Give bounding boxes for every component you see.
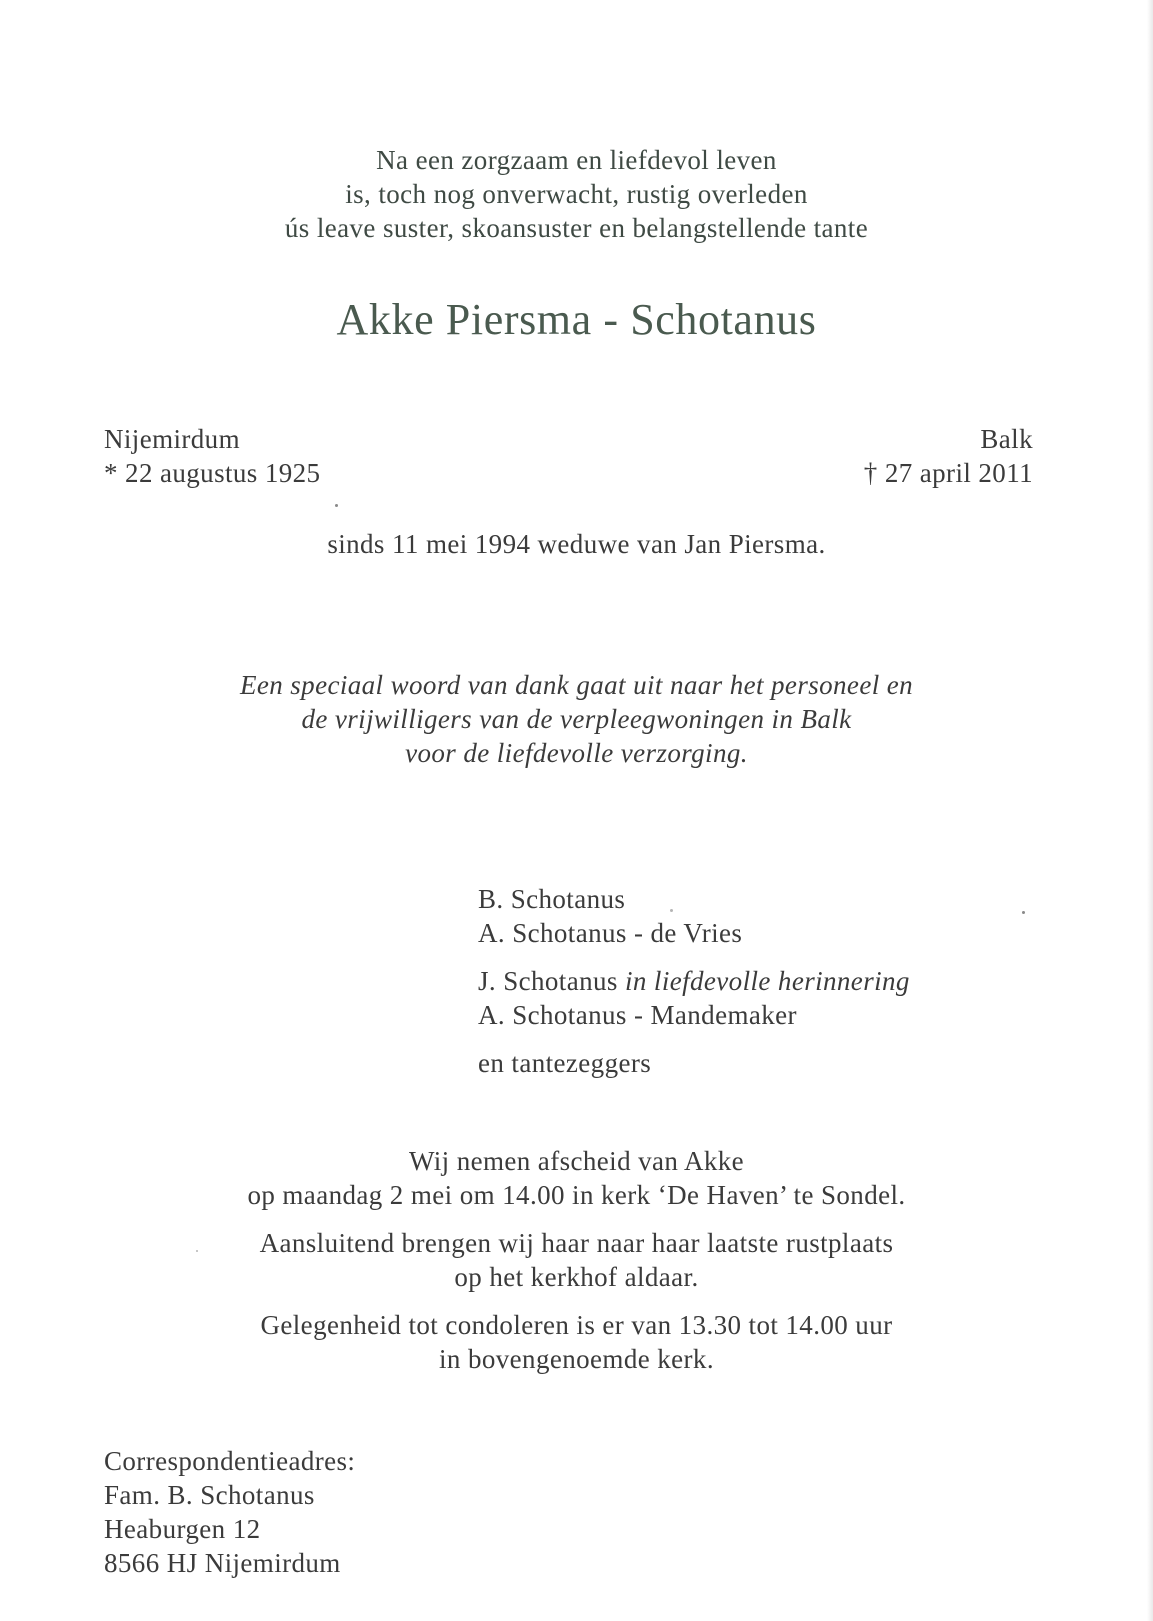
thanks-line-3: voor de liefdevolle verzorging.	[405, 738, 748, 768]
family-member-1: B. Schotanus	[478, 884, 626, 914]
death-date: † 27 april 2011	[863, 458, 1033, 488]
farewell-line-3: Aansluitend brengen wij haar naar haar laatste rustplaats	[259, 1228, 894, 1258]
scan-speck	[335, 504, 338, 507]
widow-line: sinds 11 mei 1994 weduwe van Jan Piersma.	[327, 529, 826, 559]
scan-speck	[670, 909, 673, 912]
correspondence-street: Heaburgen 12	[104, 1514, 261, 1544]
birth-place: Nijemirdum	[104, 424, 240, 454]
correspondence-city: 8566 HJ Nijemirdum	[104, 1548, 341, 1578]
scan-speck	[196, 1250, 198, 1252]
thanks-line-1: Een speciaal woord van dank gaat uit naar het personeel en	[239, 670, 914, 700]
family-member-3-note: in liefdevolle herinnering	[624, 966, 910, 996]
farewell-line-2: op maandag 2 mei om 14.00 in kerk ‘De Haven’ te Sondel.	[247, 1180, 906, 1210]
intro-line-2: is, toch nog onverwacht, rustig overleden	[345, 179, 808, 209]
family-member-3	[478, 964, 910, 998]
scan-speck	[1022, 911, 1025, 914]
death-place: Balk	[980, 424, 1033, 454]
family-member-2: A. Schotanus - de Vries	[478, 918, 743, 948]
farewell-line-6: in bovengenoemde kerk.	[439, 1344, 714, 1374]
correspondence-name: Fam. B. Schotanus	[104, 1480, 315, 1510]
farewell-line-4: op het kerkhof aldaar.	[454, 1262, 699, 1292]
intro-line-1: Na een zorgzaam en liefdevol leven	[376, 145, 777, 175]
deceased-name: Akke Piersma - Schotanus	[336, 295, 817, 344]
family-member-4: A. Schotanus - Mandemaker	[478, 1000, 797, 1030]
intro-line-3: ús leave suster, skoansuster en belangstellende tante	[284, 213, 869, 243]
thanks-line-2: de vrijwilligers van de verpleegwoningen in Balk	[301, 704, 852, 734]
birth-date: * 22 augustus 1925	[104, 458, 321, 488]
scan-edge	[1147, 0, 1153, 1621]
family-member-3-name: J. Schotanus	[478, 966, 618, 996]
farewell-line-5: Gelegenheid tot condoleren is er van 13.30 tot 14.00 uur	[260, 1310, 893, 1340]
family-others: en tantezeggers	[478, 1048, 652, 1078]
farewell-line-1: Wij nemen afscheid van Akke	[408, 1146, 745, 1176]
correspondence-label: Correspondentieadres:	[104, 1446, 356, 1476]
